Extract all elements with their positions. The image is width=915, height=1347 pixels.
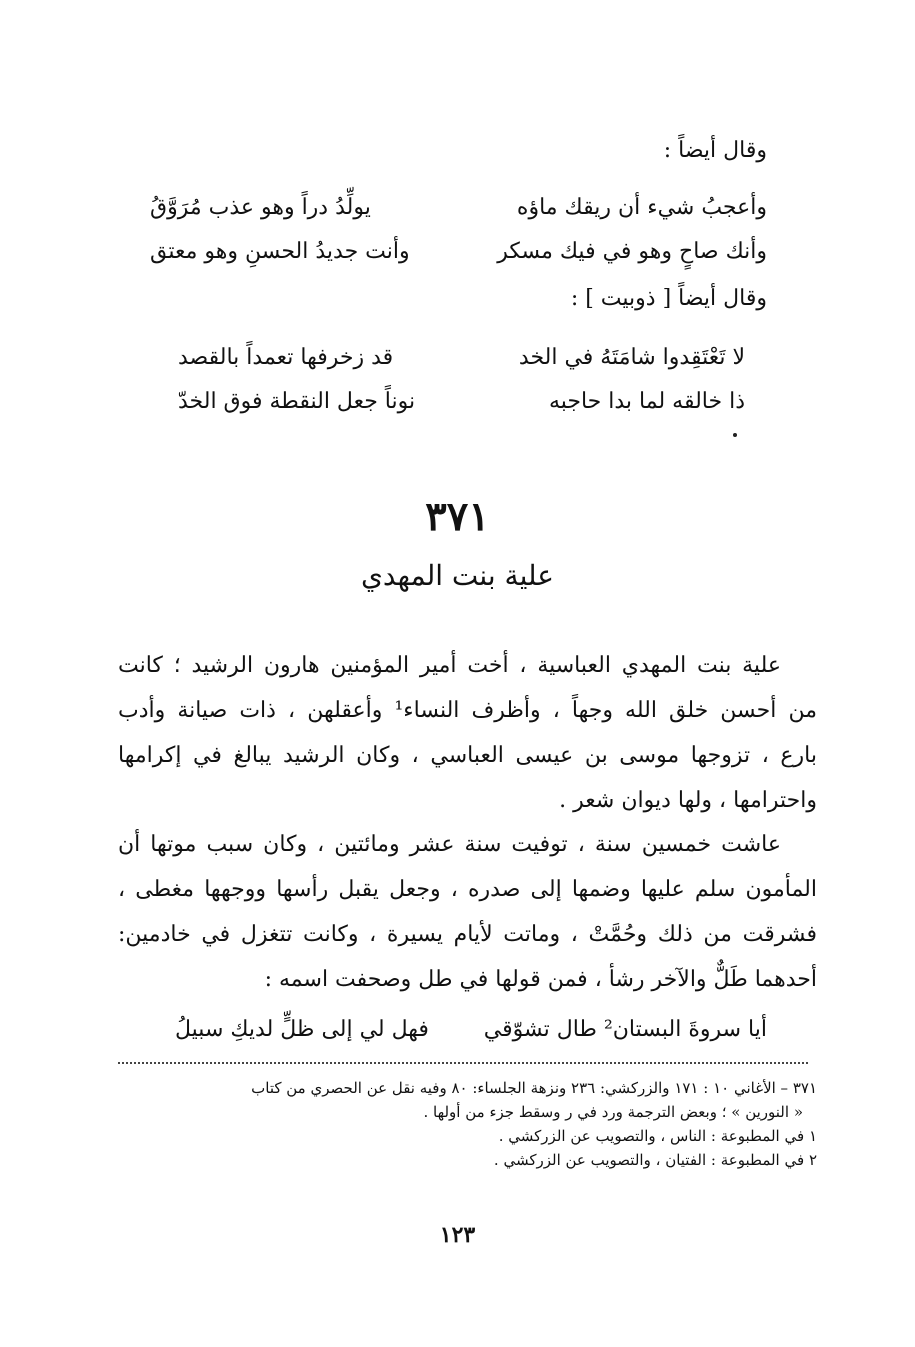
verse-hemistich-second: يولِّدُ دراً وهو عذب مُرَوَّقُ	[150, 195, 371, 220]
paragraph-line: علية بنت المهدي العباسية ، أخت أمير المؤمنين هارون الرشيد ؛ كانت	[118, 653, 781, 678]
verse-hemistich-second: فهل لي إلى ظلٍّ لديكِ سبيلُ	[175, 1017, 429, 1042]
paragraph-line: عاشت خمسين سنة ، توفيت سنة عشر ومائتين ، وكان سبب موتها أن	[118, 832, 781, 857]
verse-row-3	[178, 338, 745, 378]
entry-number: ٣٧١	[425, 493, 490, 540]
verse-hemistich-first: ذا خالقه لما بدا حاجبه	[548, 389, 745, 414]
entry-title: علية بنت المهدي	[361, 559, 554, 592]
stray-dot	[733, 433, 737, 437]
paragraph-line: المأمون سلم عليها وضمها إلى صدره ، وجعل يقبل رأسها ووجهها مغطى ،	[118, 877, 817, 902]
paragraph-line: أحدهما طَلٌّ والآخر رشأ ، فمن قولها في طل وصحفت اسمه :	[264, 967, 817, 992]
verse-hemistich-first: وأنك صاحٍ وهو في فيك مسكر	[497, 239, 767, 264]
verse-hemistich-first: أيا سروةَ البستان² طال تشوّقي	[483, 1017, 767, 1042]
paragraph-line: من أحسن خلق الله وجهاً ، وأظرف النساء¹ وأعقلهن ، ذات صيانة وأدب	[118, 698, 817, 723]
verse-hemistich-second: نوناً جعل النقطة فوق الخدّ	[178, 389, 416, 414]
poem-intro-2: وقال أيضاً [ ذوبيت ] :	[570, 286, 767, 311]
verse-hemistich-second: قد زخرفها تعمداً بالقصد	[178, 345, 394, 370]
footnote-source-line-1: ٣٧١ – الأغاني ١٠ : ١٧١ والزركشي: ٢٣٦ ونزهة الجلساء: ٨٠ وفيه نقل عن الحصري من كتاب	[251, 1079, 817, 1097]
footnote-separator	[118, 1062, 808, 1064]
biography-paragraph-1	[118, 643, 817, 823]
footnotes	[118, 1076, 817, 1172]
page-number: ١٢٣	[439, 1222, 476, 1248]
verse-row-2	[150, 232, 767, 272]
paragraph-line: بارع ، تزوجها موسى بن عيسى العباسي ، وكان الرشيد يبالغ في إكرامها	[118, 743, 817, 768]
verse-hemistich-first: لا تَعْتَقِدوا شامَتَهُ في الخد	[518, 345, 745, 370]
paragraph-line: واحترامها ، ولها ديوان شعر .	[559, 788, 817, 813]
verse-hemistich-second: وأنت جديدُ الحسنِ وهو معتق	[150, 239, 410, 264]
verse-row-5	[175, 1010, 767, 1050]
footnote-source-line-2: « النورين » ؛ وبعض الترجمة ورد في ر وسقط جزء من أولها .	[423, 1103, 803, 1121]
verse-hemistich-first: وأعجبُ شيء أن ريقك ماؤه	[516, 195, 767, 220]
verse-row-4	[178, 382, 745, 422]
footnote-2: ٢ في المطبوعة : الفتيان ، والتصويب عن الزركشي .	[493, 1151, 817, 1169]
paragraph-line: فشرقت من ذلك وحُمَّتْ ، وماتت لأيام يسيرة ، وكانت تتغزل في خادمين:	[118, 922, 817, 947]
footnote-1: ١ في المطبوعة : الناس ، والتصويب عن الزركشي .	[498, 1127, 817, 1145]
poem-intro-1: وقال أيضاً :	[663, 138, 767, 163]
verse-row-1	[150, 188, 767, 228]
biography-paragraph-2	[118, 822, 817, 1002]
